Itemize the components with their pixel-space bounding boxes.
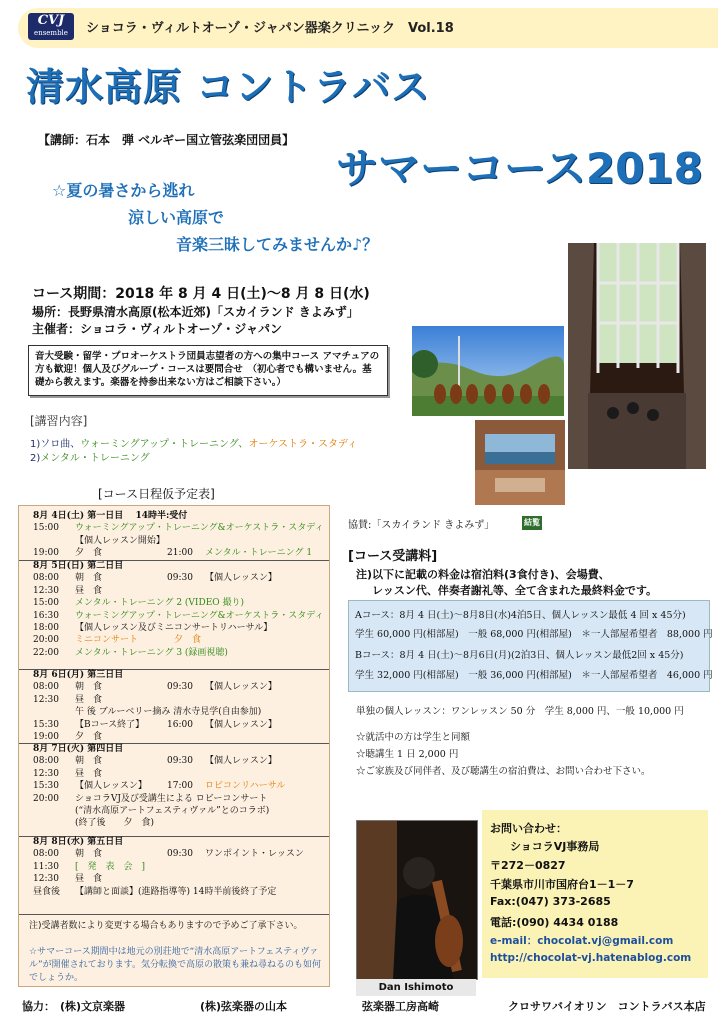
schedule-cell-a: 朝 食 — [75, 573, 103, 584]
schedule-day — [19, 743, 329, 830]
schedule-row — [19, 535, 329, 547]
schedule-row — [19, 873, 329, 885]
schedule-cell-a: メンタル・トレーニング 3 (録画視聴) — [75, 647, 228, 658]
schedule-cell-t: 16:30 — [33, 610, 59, 621]
content-line-1-b: ウォーミングアップ・トレーニング、 — [80, 439, 249, 450]
schedule-cell-a: 昼 食 — [75, 768, 103, 779]
footer-sponsor-2: (株)弦楽器の山本 — [200, 1000, 288, 1013]
logo-subtext: ensemble — [34, 29, 68, 37]
schedule-cell-t2: 09:30 — [167, 682, 193, 693]
content-line-2 — [30, 449, 150, 464]
fee-a-course: Aコース：8月 4 日(土)～8月8日(水)4泊5日、個人レッスン最低 4 回 x 45分) — [355, 610, 686, 621]
schedule-cell-a: ミニコンサート 夕 食 — [75, 635, 202, 646]
contact-url[interactable]: http://chocolat-vj.hatenablog.com — [490, 952, 692, 964]
schedule-cell-b: 【個人レッスン】 — [205, 682, 277, 693]
schedule-row — [19, 848, 329, 860]
schedule-box — [18, 505, 330, 987]
course-period: コース期間：2018 年 8 月 4 日(土)～8 月 8 日(水) — [32, 286, 370, 302]
schedule-row — [19, 622, 329, 634]
content-line-2-b: メンタル・トレーニング — [40, 453, 150, 464]
schedule-day — [19, 560, 329, 659]
cvj-logo — [28, 13, 74, 40]
schedule-day — [19, 669, 329, 743]
schedule-row — [19, 861, 329, 873]
schedule-day-heading: 8月 6日(月) 第三日目 — [33, 670, 124, 680]
schedule-cell-b: 【個人レッスン】 — [205, 573, 277, 584]
schedule-row — [19, 597, 329, 609]
sponsor-stamp: 結覧 — [522, 516, 542, 530]
schedule-day-heading: 8月 5日(日) 第二日目 — [33, 561, 124, 571]
schedule-cell-a: [ 発 表 会 ] — [75, 861, 146, 872]
schedule-cell-b: 【個人レッスン】 — [205, 719, 277, 730]
schedule-cell-a: 【個人レッスン】 — [75, 781, 147, 792]
contact-tel: 電話:(090) 4434 0188 — [490, 916, 619, 929]
schedule-cell-t: 08:00 — [33, 756, 59, 767]
schedule-cell-t2: 21:00 — [167, 548, 193, 559]
slogan-line-3: 音楽三昧してみませんか♪？ — [176, 235, 379, 254]
schedule-cell-a: 昼 食 — [75, 874, 103, 885]
schedule-cell-t: 15:30 — [33, 719, 59, 730]
schedule-row — [19, 547, 329, 559]
schedule-cell-t: 11:30 — [33, 861, 59, 872]
fee-note-1: 注)以下に記載の料金は宿泊料(3食付き)、会場費、 — [356, 568, 610, 581]
schedule-cell-b: メンタル・トレーニング 1 — [205, 548, 313, 559]
schedule-row — [19, 719, 329, 731]
orchestra-photo — [412, 326, 564, 416]
schedule-cell-t: 昼食後 — [33, 886, 61, 897]
schedule-cell-t: 18:00 — [33, 622, 59, 633]
schedule-row — [19, 634, 329, 646]
logo-text: CVJ — [37, 13, 65, 28]
page-subtitle: サマーコース2018 — [336, 144, 703, 193]
schedule-cell-a: 【Bコース終了】 — [75, 719, 145, 730]
fee-b-price: 学生 32,000 円(相部屋) 一般 36,000 円(相部屋) ＊一人部屋希望者 46,000 円 — [355, 670, 713, 681]
schedule-day — [19, 836, 329, 898]
contact-label: お問い合わせ： — [490, 822, 567, 835]
schedule-cell-t: 15:00 — [33, 598, 59, 609]
fee-extra-2: ☆聴講生 1 日 2,000 円 — [356, 749, 459, 760]
schedule-cell-t: 12:30 — [33, 694, 59, 705]
schedule-divider — [19, 914, 329, 915]
fee-a-price: 学生 60,000 円(相部屋) 一般 68,000 円(相部屋) ＊一人部屋希望者 88,000 円 — [355, 629, 713, 640]
content-line-1-c: オーケストラ・スタディ — [248, 439, 358, 450]
instructor-photo-caption: Dan Ishimoto — [356, 979, 476, 996]
schedule-cell-a: 朝 食 — [75, 756, 103, 767]
footer-sponsor-4: クロサワバイオリン コントラバス本店 — [508, 1000, 706, 1013]
schedule-cell-a: メンタル・トレーニング 2 (VIDEO 撮り) — [75, 598, 245, 609]
content-line-1 — [30, 435, 357, 450]
schedule-day-heading: 8月 8日(水) 第五日目 — [33, 837, 124, 847]
footer-sponsor-3: 弦楽器工房高崎 — [362, 1000, 439, 1013]
schedule-row — [19, 585, 329, 597]
footer-label: 協力： — [22, 1000, 55, 1013]
contact-address: 千葉県市川市国府台1－1－7 — [490, 878, 634, 891]
contact-zip: 〒272－0827 — [490, 859, 566, 872]
schedule-row — [19, 694, 329, 706]
schedule-cell-t: 22:00 — [33, 647, 59, 658]
schedule-cell-a: 【個人レッスン及びミニコンサートリハーサル】 — [75, 622, 273, 633]
schedule-cell-a: ウォーミングアップ・トレーニング&オーケストラ・スタディ — [75, 610, 324, 621]
series-title: ショコラ・ヴィルトオーゾ・ジャパン器楽クリニック Vol.18 — [86, 21, 454, 36]
schedule-cell-a: (“清水高原アートフェスティヴァル”とのコラボ) — [75, 805, 270, 816]
schedule-cell-t: 08:00 — [33, 849, 59, 860]
schedule-row — [19, 731, 329, 743]
schedule-cell-a: (終了後 夕 食) — [75, 818, 155, 829]
schedule-cell-t: 15:00 — [33, 523, 59, 534]
schedule-cell-t2: 09:30 — [167, 849, 193, 860]
schedule-row — [19, 610, 329, 622]
fee-heading: [コース受講料] — [348, 549, 438, 564]
schedule-row — [19, 572, 329, 584]
schedule-row — [19, 780, 329, 792]
schedule-cell-a: 【講師と面談】(進路指導等) 14時半前後終了予定 — [75, 886, 277, 897]
venue-sponsor: 協賛:「スカイランド きよみず」 — [348, 520, 495, 531]
schedule-cell-b: ロビコンリハーサル — [205, 781, 286, 792]
schedule-row — [19, 886, 329, 898]
fee-extra-3: ☆ご家族及び同伴者、及び聴講生の宿泊費は、お問い合わせ下さい。 — [356, 766, 651, 777]
schedule-festival-note: ☆サマーコース期間中は地元の別荘地で“清水高原アートフェスティヴァル”が開催されております。気分転換で高原の散策も兼ね尋ねるのも如何でしょうか。 — [29, 947, 321, 983]
contact-fax: Fax:(047) 373-2685 — [490, 895, 611, 908]
fee-note-2: レッスン代、伴奏者謝礼等、全て含まれた最終料金です。 — [372, 584, 658, 597]
content-line-2-a: 2) — [30, 453, 41, 464]
lake-room-photo — [475, 420, 565, 505]
notice-box: 音大受験・留学・プロオーケストラ団員志望者の方への集中コース アマチュアの方も歓迎！個人及びグループ・コースは要問合せ （初心者でも構いません。基礎から教えます。楽器を持参出来ない方はご相談下さい。） — [28, 345, 388, 396]
single-lesson-fee: 単独の個人レッスン：ワンレッスン 50 分 学生 8,000 円、一般 10,000 円 — [356, 706, 684, 717]
schedule-cell-b: 【個人レッスン】 — [205, 756, 277, 767]
slogan-line-1: ☆夏の暑さから逃れ — [52, 181, 195, 200]
schedule-cell-t: 15:30 — [33, 781, 59, 792]
schedule-cell-t2: 16:00 — [167, 719, 193, 730]
schedule-cell-a: 夕 食 — [75, 548, 103, 559]
contact-email[interactable]: e-mail：chocolat.vj@gmail.com — [490, 935, 674, 947]
schedule-cell-t2: 09:30 — [167, 756, 193, 767]
schedule-day — [19, 510, 329, 560]
instructor-photo — [356, 820, 478, 980]
schedule-row — [19, 755, 329, 767]
schedule-cell-a: 【個人レッスン開始】 — [75, 535, 165, 546]
schedule-cell-t: 19:00 — [33, 731, 59, 742]
schedule-cell-a: ウォーミングアップ・トレーニング&オーケストラ・スタディ — [75, 523, 324, 534]
page-title: 清水高原 コントラバス — [26, 65, 431, 109]
slogan-line-2: 涼しい高原で — [128, 208, 225, 227]
hall-photo — [568, 243, 706, 469]
schedule-cell-a: 昼 食 — [75, 585, 103, 596]
schedule-cell-t: 12:30 — [33, 768, 59, 779]
schedule-row — [19, 793, 329, 805]
schedule-heading: [コース日程仮予定表] — [98, 487, 215, 501]
instructor-line: 【講師：石本 弾 ベルギー国立管弦楽団団員】 — [38, 133, 295, 147]
schedule-cell-t: 12:30 — [33, 585, 59, 596]
schedule-row — [19, 706, 329, 718]
schedule-row — [19, 817, 329, 829]
schedule-cell-t2: 09:30 — [167, 573, 193, 584]
schedule-row — [19, 805, 329, 817]
course-venue: 場所：長野県清水高原(松本近郊)「スカイランド きよみず」 — [32, 305, 359, 319]
footer-sponsor-1: (株)文京楽器 — [60, 1000, 126, 1013]
schedule-cell-a: 昼 食 — [75, 694, 103, 705]
schedule-cell-a: ショコラVJ及び受講生による ロビーコンサート — [75, 793, 268, 804]
schedule-cell-a: 朝 食 — [75, 849, 103, 860]
schedule-cell-b: ワンポイント・レッスン — [205, 849, 304, 860]
schedule-cell-t2: 17:00 — [167, 781, 193, 792]
contact-box — [482, 810, 708, 978]
course-organizer: 主催者：ショコラ・ヴィルトオーゾ・ジャパン — [32, 322, 282, 336]
fee-b-course: Bコース：8月 4 日(土)～8月6日(月)(2泊3日、個人レッスン最低2回 x 45分) — [355, 650, 684, 661]
contact-office: ショコラVJ事務局 — [510, 840, 600, 853]
schedule-cell-a: 夕 食 — [75, 731, 103, 742]
schedule-cell-a: 朝 食 — [75, 682, 103, 693]
schedule-note: 注)受講者数により変更する場合もありますので予めご了承下さい。 — [29, 921, 303, 931]
schedule-row — [19, 522, 329, 534]
schedule-row — [19, 768, 329, 780]
fee-table — [348, 600, 713, 692]
schedule-cell-t: 19:00 — [33, 548, 59, 559]
schedule-cell-t: 20:00 — [33, 793, 59, 804]
schedule-day-heading: 8月 4日(土) 第一日目 14時半:受付 — [33, 511, 188, 521]
schedule-cell-a: 午 後 ブルーベリー摘み 清水寺見学(自由参加) — [75, 707, 262, 718]
schedule-cell-t: 20:00 — [33, 635, 59, 646]
schedule-cell-t: 08:00 — [33, 573, 59, 584]
content-line-1-a: 1)ソロ曲、 — [30, 439, 81, 450]
schedule-day-heading: 8月 7日(火) 第四日目 — [33, 744, 124, 754]
schedule-row — [19, 681, 329, 693]
schedule-row — [19, 647, 329, 659]
schedule-cell-t: 12:30 — [33, 874, 59, 885]
content-heading: [講習内容] — [30, 414, 88, 428]
schedule-cell-t: 08:00 — [33, 682, 59, 693]
fee-extra-1: ☆就活中の方は学生と同額 — [356, 732, 471, 743]
